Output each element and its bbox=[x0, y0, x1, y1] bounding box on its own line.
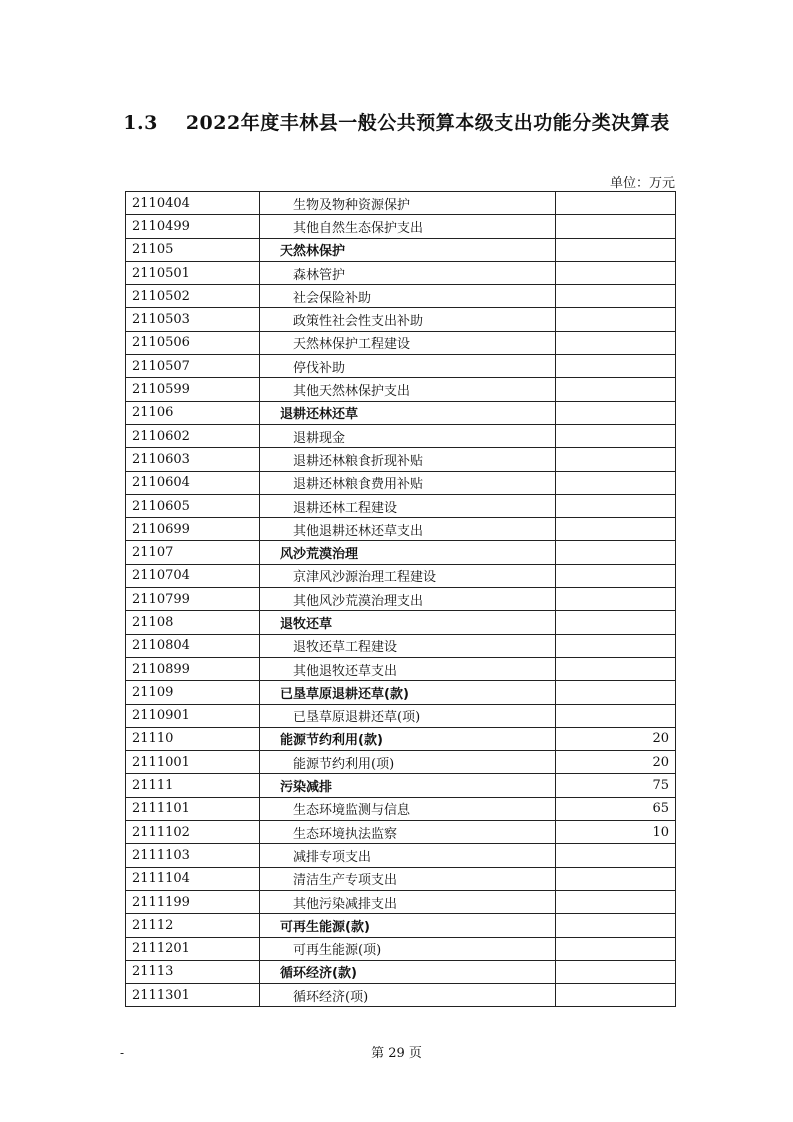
row-name-cell: 天然林保护 bbox=[260, 238, 556, 261]
row-code-cell: 2111301 bbox=[126, 984, 260, 1007]
row-name-cell: 退耕现金 bbox=[260, 424, 556, 447]
table-row bbox=[126, 518, 676, 541]
row-value-cell bbox=[556, 494, 676, 517]
row-value-cell bbox=[556, 960, 676, 983]
row-value-cell bbox=[556, 681, 676, 704]
row-name-cell: 其他退牧还草支出 bbox=[260, 657, 556, 680]
table-row bbox=[126, 727, 676, 750]
row-value-cell bbox=[556, 355, 676, 378]
title-text: 2022年度丰林县一般公共预算本级支出功能分类决算表 bbox=[185, 112, 670, 134]
row-name-cell: 退耕还林还草 bbox=[260, 401, 556, 424]
row-code-cell: 2110605 bbox=[126, 494, 260, 517]
row-code-cell: 2111001 bbox=[126, 751, 260, 774]
table-row bbox=[126, 890, 676, 913]
row-name-cell: 退牧还草工程建设 bbox=[260, 634, 556, 657]
row-code-cell: 21110 bbox=[126, 727, 260, 750]
row-code-cell: 21109 bbox=[126, 681, 260, 704]
row-name-cell: 京津风沙源治理工程建设 bbox=[260, 564, 556, 587]
row-code-cell: 21106 bbox=[126, 401, 260, 424]
table-row bbox=[126, 657, 676, 680]
row-name-cell: 退耕还林粮食费用补贴 bbox=[260, 471, 556, 494]
row-code-cell: 21113 bbox=[126, 960, 260, 983]
row-name-cell: 退耕还林工程建设 bbox=[260, 494, 556, 517]
page-title bbox=[0, 108, 793, 135]
row-value-cell bbox=[556, 261, 676, 284]
row-name-cell: 生态环境监测与信息 bbox=[260, 797, 556, 820]
row-value-cell bbox=[556, 867, 676, 890]
row-value-cell bbox=[556, 564, 676, 587]
title-number: 1.3 bbox=[123, 112, 158, 134]
row-code-cell: 2110604 bbox=[126, 471, 260, 494]
row-code-cell: 2110599 bbox=[126, 378, 260, 401]
row-value-cell: 10 bbox=[556, 821, 676, 844]
row-code-cell: 2110799 bbox=[126, 588, 260, 611]
row-code-cell: 2110503 bbox=[126, 308, 260, 331]
row-code-cell: 21105 bbox=[126, 238, 260, 261]
table-row bbox=[126, 355, 676, 378]
row-code-cell: 2110603 bbox=[126, 448, 260, 471]
footer-dash: - bbox=[120, 1046, 125, 1060]
table-row bbox=[126, 331, 676, 354]
row-name-cell: 天然林保护工程建设 bbox=[260, 331, 556, 354]
row-name-cell: 清洁生产专项支出 bbox=[260, 867, 556, 890]
row-code-cell: 2110502 bbox=[126, 285, 260, 308]
row-value-cell bbox=[556, 634, 676, 657]
table-row bbox=[126, 192, 676, 215]
row-name-cell: 生物及物种资源保护 bbox=[260, 192, 556, 215]
row-code-cell: 21112 bbox=[126, 914, 260, 937]
row-name-cell: 其他退耕还林还草支出 bbox=[260, 518, 556, 541]
row-code-cell: 2110899 bbox=[126, 657, 260, 680]
table-row bbox=[126, 681, 676, 704]
budget-table-body bbox=[126, 192, 676, 1007]
table-row bbox=[126, 401, 676, 424]
row-value-cell bbox=[556, 378, 676, 401]
table-row bbox=[126, 984, 676, 1007]
row-name-cell: 其他风沙荒漠治理支出 bbox=[260, 588, 556, 611]
row-code-cell: 2111102 bbox=[126, 821, 260, 844]
row-name-cell: 停伐补助 bbox=[260, 355, 556, 378]
row-name-cell: 循环经济(项) bbox=[260, 984, 556, 1007]
row-value-cell bbox=[556, 401, 676, 424]
table-row bbox=[126, 215, 676, 238]
row-value-cell bbox=[556, 308, 676, 331]
table-row bbox=[126, 378, 676, 401]
row-value-cell bbox=[556, 657, 676, 680]
row-code-cell: 2111101 bbox=[126, 797, 260, 820]
table-row bbox=[126, 937, 676, 960]
row-name-cell: 社会保险补助 bbox=[260, 285, 556, 308]
row-name-cell: 可再生能源(项) bbox=[260, 937, 556, 960]
row-name-cell: 森林管护 bbox=[260, 261, 556, 284]
row-value-cell bbox=[556, 518, 676, 541]
row-code-cell: 2110804 bbox=[126, 634, 260, 657]
row-value-cell bbox=[556, 588, 676, 611]
table-row bbox=[126, 797, 676, 820]
row-value-cell: 20 bbox=[556, 727, 676, 750]
row-code-cell: 2111201 bbox=[126, 937, 260, 960]
row-value-cell bbox=[556, 285, 676, 308]
row-name-cell: 已垦草原退耕还草(项) bbox=[260, 704, 556, 727]
table-row bbox=[126, 494, 676, 517]
table-row bbox=[126, 704, 676, 727]
table-row bbox=[126, 424, 676, 447]
row-value-cell bbox=[556, 448, 676, 471]
table-row bbox=[126, 588, 676, 611]
row-value-cell bbox=[556, 471, 676, 494]
row-name-cell: 风沙荒漠治理 bbox=[260, 541, 556, 564]
table-row bbox=[126, 821, 676, 844]
row-value-cell bbox=[556, 844, 676, 867]
table-row bbox=[126, 471, 676, 494]
table-row bbox=[126, 308, 676, 331]
row-code-cell: 2110499 bbox=[126, 215, 260, 238]
row-value-cell bbox=[556, 937, 676, 960]
row-code-cell: 21111 bbox=[126, 774, 260, 797]
row-name-cell: 污染减排 bbox=[260, 774, 556, 797]
row-value-cell: 75 bbox=[556, 774, 676, 797]
row-value-cell bbox=[556, 238, 676, 261]
row-code-cell: 2110506 bbox=[126, 331, 260, 354]
row-name-cell: 退牧还草 bbox=[260, 611, 556, 634]
row-value-cell: 65 bbox=[556, 797, 676, 820]
row-name-cell: 生态环境执法监察 bbox=[260, 821, 556, 844]
page-number: 第 29 页 bbox=[371, 1046, 422, 1061]
row-code-cell: 2110699 bbox=[126, 518, 260, 541]
row-name-cell: 循环经济(款) bbox=[260, 960, 556, 983]
row-name-cell: 可再生能源(款) bbox=[260, 914, 556, 937]
row-code-cell: 2110704 bbox=[126, 564, 260, 587]
row-name-cell: 能源节约利用(项) bbox=[260, 751, 556, 774]
row-code-cell: 21108 bbox=[126, 611, 260, 634]
row-value-cell bbox=[556, 541, 676, 564]
table-row bbox=[126, 541, 676, 564]
row-name-cell: 退耕还林粮食折现补贴 bbox=[260, 448, 556, 471]
row-code-cell: 2111104 bbox=[126, 867, 260, 890]
row-value-cell bbox=[556, 890, 676, 913]
row-value-cell bbox=[556, 611, 676, 634]
table-row bbox=[126, 238, 676, 261]
row-name-cell: 其他天然林保护支出 bbox=[260, 378, 556, 401]
table-row bbox=[126, 261, 676, 284]
row-value-cell bbox=[556, 984, 676, 1007]
row-value-cell: 20 bbox=[556, 751, 676, 774]
row-code-cell: 21107 bbox=[126, 541, 260, 564]
row-code-cell: 2110501 bbox=[126, 261, 260, 284]
row-value-cell bbox=[556, 331, 676, 354]
table-row bbox=[126, 914, 676, 937]
row-code-cell: 2111103 bbox=[126, 844, 260, 867]
table-row bbox=[126, 960, 676, 983]
row-value-cell bbox=[556, 424, 676, 447]
row-value-cell bbox=[556, 192, 676, 215]
row-name-cell: 其他自然生态保护支出 bbox=[260, 215, 556, 238]
table-row bbox=[126, 611, 676, 634]
budget-table bbox=[125, 191, 676, 1007]
row-code-cell: 2110901 bbox=[126, 704, 260, 727]
row-value-cell bbox=[556, 704, 676, 727]
table-row bbox=[126, 867, 676, 890]
table-row bbox=[126, 751, 676, 774]
row-name-cell: 减排专项支出 bbox=[260, 844, 556, 867]
row-code-cell: 2110507 bbox=[126, 355, 260, 378]
unit-label: 单位：万元 bbox=[609, 176, 675, 191]
table-row bbox=[126, 448, 676, 471]
table-row bbox=[126, 844, 676, 867]
row-name-cell: 已垦草原退耕还草(款) bbox=[260, 681, 556, 704]
table-row bbox=[126, 774, 676, 797]
row-code-cell: 2111199 bbox=[126, 890, 260, 913]
row-code-cell: 2110404 bbox=[126, 192, 260, 215]
table-row bbox=[126, 285, 676, 308]
table-row bbox=[126, 564, 676, 587]
row-name-cell: 政策性社会性支出补助 bbox=[260, 308, 556, 331]
row-name-cell: 其他污染减排支出 bbox=[260, 890, 556, 913]
row-name-cell: 能源节约利用(款) bbox=[260, 727, 556, 750]
row-code-cell: 2110602 bbox=[126, 424, 260, 447]
row-value-cell bbox=[556, 215, 676, 238]
row-value-cell bbox=[556, 914, 676, 937]
table-row bbox=[126, 634, 676, 657]
